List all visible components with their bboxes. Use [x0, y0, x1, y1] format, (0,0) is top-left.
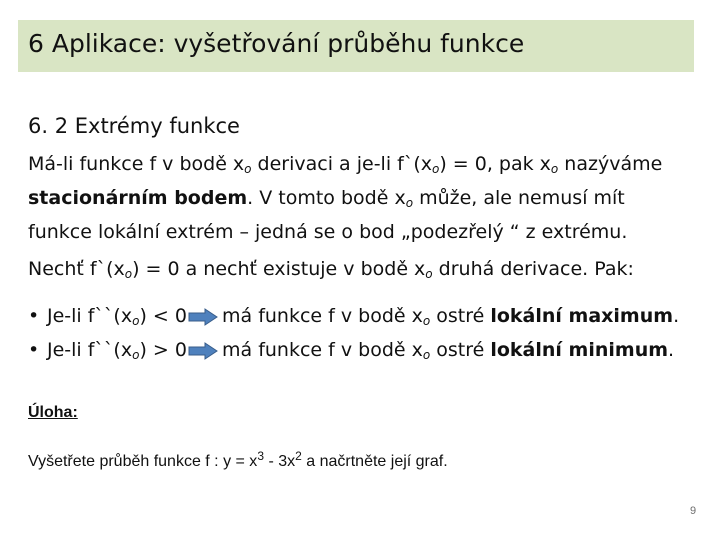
task-label: Úloha:	[28, 404, 78, 421]
right-arrow-icon	[188, 308, 218, 326]
bullet-result: má funkce f v bodě $x_o$ ostré lokální minimum.	[222, 339, 675, 362]
slide-title: 6 Aplikace: vyšetřování průběhu funkce	[28, 29, 525, 58]
slide-title-bar	[18, 20, 694, 72]
definition-line-1: Má-li funkce f v bodě $x_o$ derivaci a je-li $f`(x_o) = 0$, pak $x_o$ nazýváme	[28, 153, 663, 176]
bullet-dot: •	[28, 339, 40, 361]
definition-line-2: stacionárním bodem. V tomto bodě $x_o$ může, ale nemusí mít	[28, 187, 625, 210]
section-heading: 6. 2 Extrémy funkce	[28, 114, 240, 138]
definition-paragraph	[28, 150, 662, 247]
definition-line-3: funkce lokální extrém – jedná se o bod „podezřelý “ z extrému.	[28, 221, 628, 243]
right-arrow-icon	[188, 342, 218, 360]
bullet-result: má funkce f v bodě $x_o$ ostré lokální maximum.	[222, 305, 680, 328]
task-text: Vyšetřete průběh funkce f : $y = x^3 - 3x^2$ a načrtněte její graf.	[28, 449, 448, 470]
condition-paragraph: Nechť $f`(x_o) = 0$ a nechť existuje v bodě $x_o$ druhá derivace. Pak:	[28, 258, 634, 281]
bullet-condition: Je-li $f``(x_o) < 0$	[47, 305, 187, 328]
stationary-point-term: stacionárním bodem	[28, 187, 248, 209]
bullet-condition: Je-li $f``(x_o) > 0$	[47, 339, 187, 362]
page-number: 9	[690, 505, 697, 517]
bullet-dot: •	[28, 305, 40, 327]
